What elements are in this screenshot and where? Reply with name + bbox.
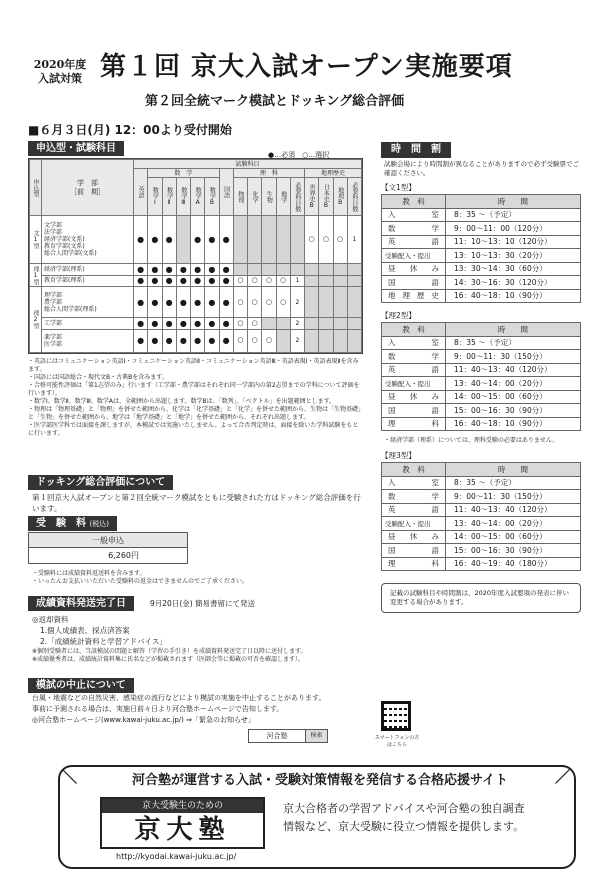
- timetable-time: 16：40～19：40（180分）: [446, 557, 581, 571]
- subject-header: 必要科目数: [290, 178, 304, 216]
- timetable-row: [382, 235, 581, 249]
- banner-deco-left: ＼: [62, 768, 78, 786]
- timetable-subject: 数 学: [382, 350, 446, 364]
- timetable-time: 14：30～16：30（120分）: [446, 276, 581, 290]
- subject-mark-cell: ○: [262, 287, 276, 318]
- subject-mark-cell: [248, 264, 262, 276]
- subject-mark-cell: ●: [148, 329, 162, 352]
- banner-description: 京大合格者の学習アドバイスや河合塾の独自調査情報など、京大受験に役立つ情報を提供します。: [283, 802, 525, 833]
- application-type-cell: 文1型: [30, 216, 42, 264]
- subject-mark-cell: ●: [176, 329, 190, 352]
- subject-mark-cell: ●: [176, 264, 190, 276]
- subject-mark-cell: ●: [219, 216, 233, 264]
- timetable-row: [382, 476, 581, 490]
- subject-mark-cell: [347, 329, 361, 352]
- subject-mark-cell: ○: [248, 318, 262, 330]
- subject-header: 数学Ⅰ: [148, 178, 162, 216]
- timetable-ri2-tag: 【理2型】: [381, 311, 416, 320]
- year-line: 2020年度: [33, 58, 87, 71]
- docking-text: 第１回京大入試オープンと第２回全統マーク模試をともに受験された方はドッキング総合評価を行います。: [32, 493, 361, 513]
- section-fee-heading: [28, 516, 117, 531]
- timetable-row: [382, 289, 581, 303]
- subject-header: 日本史B: [319, 178, 333, 216]
- subject-mark-cell: ●: [162, 216, 176, 264]
- subject-mark-cell: ●: [205, 318, 219, 330]
- col-subject: 教 科: [382, 195, 446, 209]
- timetable-subject: 英 語: [382, 235, 446, 249]
- subject-mark-cell: [305, 275, 319, 287]
- cancel-text: [32, 693, 377, 726]
- subject-mark-cell: [290, 216, 304, 264]
- timetable-subject: 英 語: [382, 503, 446, 517]
- timetable-ri2: [381, 322, 581, 431]
- subject-mark-cell: ●: [148, 318, 162, 330]
- fee-header: 一般申込: [29, 533, 187, 548]
- timetable-time: 11：10～13：10（120分）: [446, 235, 581, 249]
- timetable-subject: 入 室: [382, 476, 446, 490]
- subject-mark-cell: ●: [205, 216, 219, 264]
- subject-mark-cell: ●: [162, 329, 176, 352]
- timetable-subject: 入 室: [382, 336, 446, 350]
- subject-mark-cell: ●: [176, 318, 190, 330]
- subject-mark-cell: ●: [219, 264, 233, 276]
- subject-row: [30, 287, 362, 318]
- results-note-2: ※成績優秀者は、成績統計資料集に氏名などが掲載されます（医師会等に掲載の可否を確認します）。: [32, 656, 305, 663]
- timetable-header-row: [382, 463, 581, 477]
- timetable-ri3-tag: 【理3型】: [381, 451, 416, 460]
- timetable-row: [382, 490, 581, 504]
- results-note-1: ※個別受験者には、当該模試の問題と解答（学習の手引き）を成績資料発送完了日以降に送付します。: [32, 648, 307, 655]
- subject-mark-cell: ●: [205, 329, 219, 352]
- subject-mark-cell: [333, 318, 347, 330]
- timetable-row: [382, 557, 581, 571]
- subject-mark-cell: ○: [319, 216, 333, 264]
- subject-mark-cell: ●: [148, 275, 162, 287]
- department-cell: 経済学部(理系): [42, 264, 134, 276]
- subject-header: 必要科目数: [347, 178, 361, 216]
- results-notes: [32, 648, 367, 664]
- timetable-ri3: [381, 462, 581, 571]
- subject-mark-cell: ●: [205, 275, 219, 287]
- results-ship-date: 9月20日(金) 簡易書留にて発送: [150, 599, 256, 608]
- timetable-row: [382, 276, 581, 290]
- subject-mark-cell: [276, 264, 290, 276]
- col-department: 学 部 ［前 期］: [42, 160, 134, 216]
- timetable-time: 11：40～13：40（120分）: [446, 503, 581, 517]
- timetable-row: [382, 530, 581, 544]
- subject-mark-cell: ●: [162, 275, 176, 287]
- qr-code-icon[interactable]: [381, 701, 411, 731]
- timetable-subject: 昼 休 み: [382, 530, 446, 544]
- subject-mark-cell: [347, 287, 361, 318]
- group-exam-subjects: 試験科目: [134, 160, 362, 169]
- subject-mark-cell: [333, 275, 347, 287]
- search-box-illustration: [248, 729, 328, 743]
- section-results-heading: 成績資料発送完了日: [28, 596, 134, 611]
- subject-mark-cell: [276, 329, 290, 352]
- subject-mark-cell: 1: [347, 216, 361, 264]
- timetable-time: 15：00～16：30（90分）: [446, 404, 581, 418]
- subject-mark-cell: [305, 264, 319, 276]
- section-application-heading: 申込型・試験科目: [28, 141, 124, 156]
- timetable-subject: 国 語: [382, 544, 446, 558]
- timetable-time: 16：40～18：10（90分）: [446, 417, 581, 431]
- department-cell: 理学部 農学部 総合人間学部(理系): [42, 287, 134, 318]
- timetable-time: 13：30～14：30（60分）: [446, 262, 581, 276]
- timetable-time: 13：40～14：00（20分）: [446, 377, 581, 391]
- subject-mark-cell: 1: [290, 275, 304, 287]
- timetable-time: 9：00～11：30（150分）: [446, 490, 581, 504]
- subject-header: 地学: [276, 178, 290, 216]
- fee-heading-text: 受 験 料: [36, 518, 86, 529]
- subject-mark-cell: [305, 329, 319, 352]
- department-cell: 工学部: [42, 318, 134, 330]
- subject-row: [30, 216, 362, 264]
- kyodaijuku-logo[interactable]: [100, 797, 265, 849]
- subject-mark-cell: [290, 264, 304, 276]
- section-timetable-heading: 時 間 割: [381, 142, 451, 158]
- page-subtitle: 第２回全統マーク模試とドッキング総合評価: [145, 94, 405, 109]
- subject-mark-cell: ●: [134, 264, 148, 276]
- subject-header: 数学Ⅱ: [162, 178, 176, 216]
- timetable-subject: 昼 休 み: [382, 262, 446, 276]
- timetable-subject: 英 語: [382, 363, 446, 377]
- logo-tagline: 京大受験生のための: [102, 799, 263, 813]
- subject-mark-cell: ●: [148, 264, 162, 276]
- subject-mark-cell: ○: [233, 275, 247, 287]
- subject-mark-cell: ●: [191, 264, 205, 276]
- timetable-row: [382, 390, 581, 404]
- subject-row: [30, 318, 362, 330]
- timetable-subject: 地理歴史: [382, 289, 446, 303]
- timetable-row: [382, 404, 581, 418]
- timetable-time: 16：40～18：10（90分）: [446, 289, 581, 303]
- section-cancel-heading: 模試の中止について: [28, 678, 134, 693]
- timetable-subject: 数 学: [382, 490, 446, 504]
- note-item: ・数学Ⅰ、数学Ⅱ、数学Ⅲ、数学Aは、全範囲から出題します。数学Bは、「数列」、「ベクトル」を出題範囲とします。: [28, 398, 336, 405]
- col-subject: 教 科: [382, 463, 446, 477]
- subject-mark-cell: ○: [333, 216, 347, 264]
- timetable-bun-tag: 【文1型】: [381, 183, 416, 192]
- subject-mark-cell: [176, 216, 190, 264]
- timetable-subject: 受験配入・提出: [382, 377, 446, 391]
- timetable-time: 15：00～16：30（90分）: [446, 544, 581, 558]
- group-math: 数 学: [148, 169, 219, 178]
- subject-mark-cell: ●: [219, 287, 233, 318]
- application-type-cell: 理2型: [30, 287, 42, 353]
- subject-mark-cell: ●: [134, 287, 148, 318]
- note-item: ・合格可能性評価は「第1志望のみ」行います（工学部・農学部はそれぞれ同一学部内の第2志望までの学科について評価を行います）。: [28, 382, 360, 397]
- timetable-subject: 国 語: [382, 404, 446, 418]
- timetable-header-row: [382, 323, 581, 337]
- subject-mark-cell: [319, 318, 333, 330]
- subject-mark-cell: ●: [219, 318, 233, 330]
- exam-purpose-line: 入試対策: [38, 72, 82, 85]
- subject-mark-cell: ●: [219, 275, 233, 287]
- timetable-header-row: [382, 195, 581, 209]
- timetable-time: 8：35 ～（予定）: [446, 476, 581, 490]
- subject-mark-cell: ○: [233, 329, 247, 352]
- site-url-link[interactable]: http://kyodai.kawai-juku.ac.jp/: [116, 852, 237, 861]
- subject-row: [30, 275, 362, 287]
- subject-mark-cell: [305, 318, 319, 330]
- subject-header: 化学: [248, 178, 262, 216]
- application-type-cell: 理1型: [30, 264, 42, 287]
- subject-mark-cell: ●: [191, 329, 205, 352]
- subject-mark-cell: ○: [262, 275, 276, 287]
- logo-name: 京大塾: [134, 815, 231, 845]
- timetable-subject: 入 室: [382, 208, 446, 222]
- department-cell: 薬学部 医学部: [42, 329, 134, 352]
- subject-mark-cell: [333, 264, 347, 276]
- subject-header: 生物: [262, 178, 276, 216]
- note-item: ・英語にはコミュニケーション英語Ⅰ・コミュニケーション英語Ⅱ・コミュニケーション英語Ⅲ・英語表現Ⅰ・英語表現Ⅱを含みます。: [28, 358, 359, 373]
- mark-legend: ●…必須 ○…選択: [268, 151, 330, 159]
- subject-mark-cell: ●: [205, 287, 219, 318]
- application-start-date: ■６月３日(月) 12：00より受付開始: [28, 123, 232, 137]
- qr-code-label: スマートフォンの方はこちら: [374, 735, 420, 748]
- subject-mark-cell: ●: [134, 329, 148, 352]
- col-subject: 教 科: [382, 323, 446, 337]
- timetable-row: [382, 262, 581, 276]
- fee-notes: [32, 570, 362, 586]
- subject-mark-cell: ○: [276, 287, 290, 318]
- search-box-button: 検索: [305, 730, 327, 742]
- subject-mark-cell: [347, 318, 361, 330]
- timetable-subject: 国 語: [382, 276, 446, 290]
- subject-mark-cell: ●: [148, 287, 162, 318]
- note-item: ・国語には国語総合・現代文B・古典Bを含みます。: [28, 374, 168, 381]
- timetable-subject: 理 科: [382, 417, 446, 431]
- timetable-row: [382, 208, 581, 222]
- group-geo-history: 地理歴史: [305, 169, 362, 178]
- subject-mark-cell: [319, 287, 333, 318]
- timetable-row: [382, 222, 581, 236]
- subject-mark-cell: ●: [191, 287, 205, 318]
- subject-header: 世界史B: [305, 178, 319, 216]
- subject-notes: [28, 358, 363, 438]
- fee-tax-note: (税込): [89, 520, 109, 528]
- note-item: ・医学部医学科では面接を課しますが、本模試では実施いたしません。よって合否判定時は、面接を除いた学科試験をもとに行います。: [28, 422, 359, 437]
- subject-mark-cell: ○: [248, 329, 262, 352]
- subject-mark-cell: [347, 275, 361, 287]
- timetable-row: [382, 363, 581, 377]
- timetable-subject: 受験配入・提出: [382, 249, 446, 263]
- timetable-intro: 試験会場により時間割が異なることがありますので必ず受験票でご確認ください。: [384, 160, 579, 177]
- subject-row: [30, 264, 362, 276]
- page-title: 第１回 京大入試オープン実施要項: [100, 52, 513, 82]
- timetable-row: [382, 377, 581, 391]
- col-time: 時 間: [446, 463, 581, 477]
- subject-mark-cell: [262, 216, 276, 264]
- subject-mark-cell: [233, 216, 247, 264]
- banner-deco-right: ／: [555, 768, 571, 786]
- timetable-subject: 昼 休 み: [382, 390, 446, 404]
- subject-mark-cell: ○: [248, 287, 262, 318]
- timetable-row: [382, 544, 581, 558]
- subject-mark-cell: ○: [248, 275, 262, 287]
- timetable-row: [382, 517, 581, 531]
- timetable-time: 9：00～11：00（120分）: [446, 222, 581, 236]
- subject-mark-cell: [262, 264, 276, 276]
- subject-mark-cell: ●: [219, 329, 233, 352]
- section-docking-heading: ドッキング総合評価について: [28, 475, 173, 490]
- subject-header: 地理B: [333, 178, 347, 216]
- timetable-subject: 理 科: [382, 557, 446, 571]
- subject-mark-cell: ○: [276, 275, 290, 287]
- subject-mark-cell: 2: [290, 318, 304, 330]
- subject-header: 数学B: [205, 178, 219, 216]
- subject-mark-cell: ○: [233, 287, 247, 318]
- fee-note-1: ・受験料には成績資料返送料を含みます。: [32, 570, 146, 577]
- subject-mark-cell: [262, 318, 276, 330]
- timetable-time: 14：00～15：00（60分）: [446, 390, 581, 404]
- timetable-time: 14：00～15：00（60分）: [446, 530, 581, 544]
- department-cell: 文学部 法学部 経済学部(文系) 教育学部(文系) 総合人間学部(文系): [42, 216, 134, 264]
- department-cell: 教育学部(理系): [42, 275, 134, 287]
- subject-mark-cell: [276, 216, 290, 264]
- returned-item-2: 2.「成績統計資料と学習アドバイス」: [40, 637, 167, 646]
- timetable-time: 9：00～11：30（150分）: [446, 350, 581, 364]
- subject-mark-cell: ●: [162, 318, 176, 330]
- subject-mark-cell: [305, 287, 319, 318]
- subject-mark-cell: ●: [191, 216, 205, 264]
- fee-value: 6,260円: [108, 551, 139, 560]
- timetable-subject: 数 学: [382, 222, 446, 236]
- subject-mark-cell: [319, 264, 333, 276]
- subject-mark-cell: ●: [134, 216, 148, 264]
- subject-mark-cell: ●: [191, 275, 205, 287]
- subject-mark-cell: ●: [134, 275, 148, 287]
- subject-table: [28, 158, 363, 354]
- returned-materials-title: ◎返却資料: [32, 615, 69, 624]
- subject-mark-cell: ●: [176, 275, 190, 287]
- timetable-time: 13：40～14：00（20分）: [446, 517, 581, 531]
- subject-mark-cell: ●: [162, 287, 176, 318]
- subject-header: 国語: [219, 169, 233, 216]
- group-science: 理 科: [233, 169, 304, 178]
- subject-mark-cell: 2: [290, 329, 304, 352]
- timetable-time: 8：35 ～（予定）: [446, 208, 581, 222]
- cancel-line-1: 台風・地震などの自然災害、感染症の流行などにより模試の実施を中止することがあります。: [32, 694, 326, 702]
- fee-note-2: ・いったんお支払いいただいた受験料の返金はできませんのでご了承ください。: [32, 578, 249, 585]
- timetable-row: [382, 249, 581, 263]
- timetable-change-notice: 記載の試験科目や時間割は、2020年度入試要項の発表に伴い変更する場合があります。: [381, 583, 581, 613]
- subject-mark-cell: ○: [262, 329, 276, 352]
- subject-mark-cell: ●: [191, 318, 205, 330]
- subject-mark-cell: ○: [233, 318, 247, 330]
- header: [0, 0, 600, 118]
- col-time: 時 間: [446, 195, 581, 209]
- subject-mark-cell: ●: [162, 264, 176, 276]
- subject-row: [30, 329, 362, 352]
- year-label: [20, 58, 100, 86]
- note-item: ・物理は「物理基礎」と「物理」を併せた範囲から、化学は「化学基礎」と「化学」を併せた範囲から、生物は「生物基礎」と「生物」を併せた範囲から、地学は「地学基礎」と「地学」を併せた範囲から、それぞれ出題します。: [28, 406, 362, 421]
- subject-header: 数学A: [191, 178, 205, 216]
- fee-table: [28, 532, 188, 564]
- timetable-row: [382, 417, 581, 431]
- timetable-row: [382, 503, 581, 517]
- timetable-row: [382, 336, 581, 350]
- cancel-line-3: ◎河合塾ホームページ(www.kawai-juku.ac.jp/) ⇒「緊急のお知らせ」: [32, 716, 255, 724]
- timetable-bun: [381, 194, 581, 303]
- col-application-type: 申込型: [30, 160, 42, 216]
- subject-mark-cell: [319, 275, 333, 287]
- subject-mark-cell: [333, 287, 347, 318]
- subject-mark-cell: [276, 318, 290, 330]
- timetable-time: 13：10～13：30（20分）: [446, 249, 581, 263]
- subject-mark-cell: [248, 216, 262, 264]
- subject-mark-cell: [333, 329, 347, 352]
- banner-title: 河合塾が運営する入試・受験対策情報を発信する合格応援サイト: [131, 773, 509, 788]
- subject-mark-cell: [347, 264, 361, 276]
- returned-item-1: 1.個人成績表、採点済答案: [40, 626, 130, 635]
- timetable-time: 8：35 ～（予定）: [446, 336, 581, 350]
- results-details: [32, 614, 367, 647]
- timetable-row: [382, 350, 581, 364]
- subject-mark-cell: ○: [305, 216, 319, 264]
- timetable-ri2-note: ・経済学部（理系）については、理科受験の必要はありません。: [384, 437, 559, 444]
- subject-mark-cell: [319, 329, 333, 352]
- subject-mark-cell: 2: [290, 287, 304, 318]
- subject-mark-cell: ●: [134, 318, 148, 330]
- cancel-line-2: 事前に予測される場合は、実施日前々日より河合塾ホームページで告知します。: [32, 705, 284, 713]
- subject-header: 数学Ⅲ: [176, 178, 190, 216]
- search-box-text: 河合塾: [266, 732, 288, 740]
- subject-mark-cell: ●: [148, 216, 162, 264]
- col-time: 時 間: [446, 323, 581, 337]
- subject-mark-cell: ●: [176, 287, 190, 318]
- subject-header: 物理: [233, 178, 247, 216]
- timetable-subject: 受験配入・提出: [382, 517, 446, 531]
- timetable-time: 11：40～13：40（120分）: [446, 363, 581, 377]
- subject-header: 英語: [134, 169, 148, 216]
- subject-mark-cell: ●: [205, 264, 219, 276]
- subject-mark-cell: [233, 264, 247, 276]
